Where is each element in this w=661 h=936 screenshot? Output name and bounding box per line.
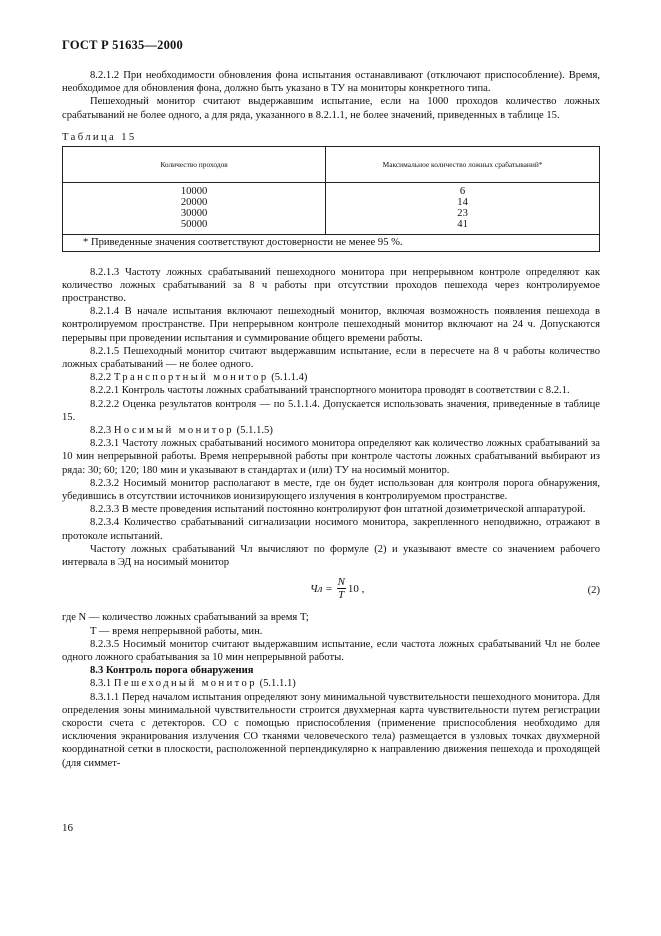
heading-title: Носимый монитор: [113, 425, 234, 437]
formula-number: (2): [587, 585, 600, 597]
heading-title: Транспортный монитор: [113, 372, 269, 384]
table-15: [62, 146, 600, 252]
formula-numerator: N: [337, 576, 345, 589]
table-col-header: Количество проходов: [63, 146, 326, 182]
paragraph-8-2-3-2: 8.2.3.2 Носимый монитор располагают в месте, где он будет использован для контроля порога обнаружения, убедившись в отсутствии источников ионизирующего излучения в контролируемом пространстве.: [62, 477, 600, 503]
formula-where-line-1: где N — количество ложных срабатываний за время T;: [62, 612, 309, 624]
table-cell-false-alarms: 6 14 23 41: [326, 182, 600, 234]
heading-number: 8.3.1: [90, 678, 112, 690]
page-number: 16: [62, 822, 73, 834]
heading-number: 8.2.3: [90, 425, 112, 437]
table-footnote: * Приведенные значения соответствуют достоверности не менее 95 %.: [63, 234, 600, 251]
formula-lhs: Чл =: [310, 582, 333, 595]
heading-8-2-3: [62, 424, 600, 437]
table-caption: Таблица 15: [62, 131, 137, 143]
paragraph-8-2-3-4: 8.2.3.4 Количество срабатываний сигнализации носимого монитора, закрепленного неподвижно, отражают в протоколе испытаний.: [62, 517, 600, 542]
table-cell-passes: 10000 20000 30000 50000: [63, 182, 326, 234]
paragraph-8-2-1-4: 8.2.1.4 В начале испытания включают пешеходный монитор, включая возможность появления пешехода в контролируемом пространстве. При непрерывном контроле пешеходный монитор включают на 24 ч. Допускаются перерывы при проведении испытания и суммирование общего времени работы.: [62, 306, 600, 344]
paragraph-8-2-2-1: 8.2.2.1 Контроль частоты ложных срабатываний транспортного монитора проводят в соответствии с 8.2.1.: [90, 385, 570, 397]
table-footnote-row: [63, 234, 600, 251]
heading-ref: (5.1.1.4): [271, 372, 308, 384]
paragraph-pass-criteria: Пешеходный монитор считают выдержавшим испытание, если на 1000 проходов количество ложных срабатываний не более одного, а для ряда, указанного в 8.2.1.1, не более значений, приведенных в таблице 15.: [62, 96, 600, 121]
paragraph-8-3-1-1: 8.3.1.1 Перед началом испытания определяют зону минимальной чувствительности пешеходного монитора. Для определения зоны минимальной чувствительности строится двухмерная карта чувствительности путем регистрации скорости счета с детекторов. СО с помощью приспособления (применение приспособления необходимо для исключения экранирования излучения СО тканями человеческого тела) размещается в узловых точках двухмерной координатной сетки в плоскости, расположенной перпендикулярно к направлению движения пешехода и проходящей (для симмет-: [62, 691, 600, 769]
paragraph-frequency-formula-intro: Частоту ложных срабатываний Чл вычисляют по формуле (2) и указывают вместе со значением рабочего интервала в ЭД на носимый монитор: [62, 543, 600, 569]
table-header-row: [63, 146, 600, 182]
formula-2: [62, 573, 600, 609]
heading-ref: (5.1.1.1): [259, 678, 296, 690]
heading-ref: (5.1.1.5): [236, 425, 273, 437]
heading-title: Пешеходный монитор: [113, 678, 257, 690]
formula-tail: 10 ,: [347, 582, 365, 595]
paragraph-8-2-2-2: 8.2.2.2 Оценка результатов контроля — по 5.1.1.4. Допускается использовать значения, приведенные в таблице 15.: [62, 398, 600, 423]
paragraph-8-2-3-1: 8.2.3.1 Частоту ложных срабатываний носимого монитора определяют как количество ложных срабатываний за 10 мин непрерывной работы. Время непрерывной работы при контроле частоты ложных срабатываний выбирают из ряда: 30; 60; 120; 180 мин и указывают в стандартах и (или) ТУ на носимый монитор.: [62, 438, 600, 476]
formula-fraction: [337, 576, 346, 601]
paragraph-8-2-1-3: 8.2.1.3 Частоту ложных срабатываний пешеходного монитора при непрерывном контроле определяют как количество ложных срабатываний за 8 ч работы при отсутствии проходов пешехода через контролируемое пространство.: [62, 266, 600, 305]
table-row: [63, 182, 600, 234]
paragraph-8-2-3-3: 8.2.3.3 В месте проведения испытаний постоянно контролируют фон штатной дозиметрической аппаратурой.: [90, 504, 586, 516]
paragraph-8-2-1-2: 8.2.1.2 При необходимости обновления фона испытания останавливают (отключают приспособление). Время, необходимое для обновления фона, должно быть указано в ТУ на мониторы конкретного типа.: [62, 70, 600, 95]
document-page: [62, 38, 600, 770]
paragraph-8-2-3-5: 8.2.3.5 Носимый монитор считают выдержавшим испытание, если частота ложных срабатываний Чл не более одного ложного срабатывания за 10 мин непрерывной работы.: [62, 638, 600, 663]
table-col-header: Максимальное количество ложных срабатываний*: [326, 146, 600, 182]
heading-8-3: 8.3 Контроль порога обнаружения: [90, 665, 254, 677]
formula-where-line-2: T — время непрерывной работы, мин.: [90, 625, 263, 637]
formula-expression: [310, 576, 364, 601]
formula-denominator: T: [338, 589, 345, 602]
heading-8-3-1: [62, 677, 600, 690]
heading-number: 8.2.2: [90, 372, 112, 384]
paragraph-8-2-1-5: 8.2.1.5 Пешеходный монитор считают выдержавшим испытание, если в пересчете на 8 ч работы количество ложных срабатываний — не более одного.: [62, 345, 600, 371]
heading-8-2-2: [62, 371, 600, 384]
document-header: ГОСТ Р 51635—2000: [62, 38, 183, 52]
